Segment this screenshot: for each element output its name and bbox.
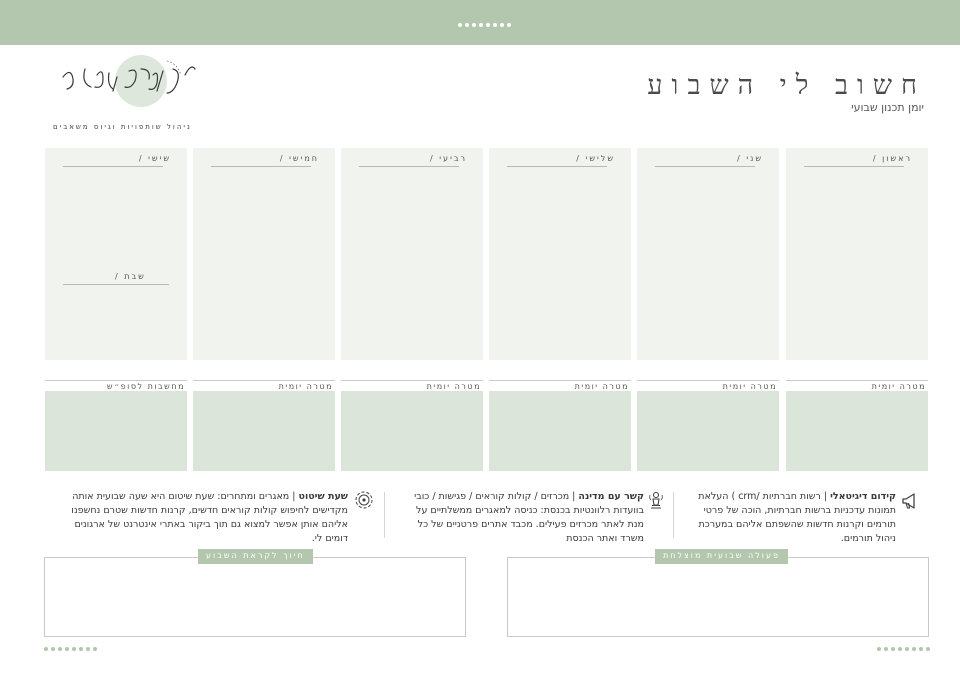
day-label: שישי / [138, 154, 171, 163]
decorative-dots [458, 23, 511, 27]
day-label: שני / [737, 154, 763, 163]
weekly-success-box[interactable] [507, 557, 929, 637]
info-text: | מאגרים ומתחרים: שעת שיטום היא שעה שבועית אותה מקדישים לחיפוש קולות קוראים חדשים, קרנות חדשות שטרם נחשפנו אליהם אותן אפשר למצוא גם תוך ביקור באתרי אינטרנט של ארגונים דומים לי. [71, 491, 348, 544]
decorative-dots [877, 647, 930, 651]
day-column-friday[interactable] [45, 148, 187, 360]
info-text: | רשות חברתיות /crm ) העלאת תמונות עדכניות ברשות חברתיות, הוכה של פרטי תורמים וקרנות חדשות שהשפתם אליהם במערכת ניהול תורמים. [698, 491, 896, 544]
info-title: שעת שיטוט [298, 491, 348, 502]
chess-piece-icon [648, 491, 664, 511]
day-label: חמישי / [279, 154, 319, 163]
day-label: שלישי / [576, 154, 615, 163]
day-column-sunday[interactable] [786, 148, 928, 360]
daily-goal-thursday[interactable] [193, 380, 335, 471]
goal-header [786, 380, 928, 391]
daily-goal-sunday[interactable] [786, 380, 928, 471]
date-line [63, 166, 163, 167]
goal-box[interactable] [637, 391, 779, 471]
day-column-tuesday[interactable] [489, 148, 631, 360]
info-digital-promotion [684, 490, 896, 546]
logo [45, 55, 205, 135]
goal-label: מטרה יומית [722, 382, 777, 391]
goal-header [45, 380, 187, 391]
weekend-thoughts[interactable] [45, 380, 187, 471]
goal-box[interactable] [489, 391, 631, 471]
decorative-dots [44, 647, 97, 651]
divider [673, 492, 674, 538]
info-government-relations [398, 490, 644, 546]
goal-label: מטרה יומית [278, 382, 333, 391]
goal-box[interactable] [341, 391, 483, 471]
goal-box[interactable] [45, 391, 187, 471]
day-label: ראשון / [872, 154, 912, 163]
goal-header [637, 380, 779, 391]
day-column-thursday[interactable] [193, 148, 335, 360]
weekly-smile-label: חיוך לקראת השבוע [198, 549, 313, 564]
date-line [804, 166, 904, 167]
date-line [211, 166, 311, 167]
date-line [359, 166, 459, 167]
logo-tagline: ניהול שותפויות וגיוס משאבים [53, 123, 192, 131]
daily-goal-monday[interactable] [637, 380, 779, 471]
goal-header [341, 380, 483, 391]
logo-script-icon [45, 55, 205, 117]
info-title: קידום דיגיטאלי [830, 491, 896, 502]
info-title: קשר עם מדינה [578, 491, 644, 502]
info-browsing-hour [58, 490, 348, 546]
page-subtitle: יומן תכנון שבועי [851, 101, 924, 114]
day-column-monday[interactable] [637, 148, 779, 360]
saturday-line [63, 284, 169, 285]
saturday-label: שבת / [115, 272, 146, 281]
goal-label: מחשבות לסופ״ש [106, 382, 185, 391]
goal-header [193, 380, 335, 391]
divider [384, 492, 385, 538]
target-icon [354, 490, 374, 510]
day-label: רביעי / [430, 154, 467, 163]
goal-label: מטרה יומית [871, 382, 926, 391]
date-line [507, 166, 607, 167]
page-title: חשוב לי השבוע [647, 70, 926, 101]
goal-label: מטרה יומית [574, 382, 629, 391]
goal-box[interactable] [786, 391, 928, 471]
weekly-success-label: פעולה שבועית מוצלחת [655, 549, 788, 564]
info-text: | מכרזים / קולות קוראים / פגישות / כובי בוועדות רלוונטיות בכנסת: כניסה למאגרים ממשלתיים על מנת לאתר מכרזים פעילים. מכבד אתרים פרטניים של כל משרד ואתר הכנסת [414, 491, 644, 544]
goal-label: מטרה יומית [426, 382, 481, 391]
daily-goal-tuesday[interactable] [489, 380, 631, 471]
daily-goal-wednesday[interactable] [341, 380, 483, 471]
megaphone-icon [900, 492, 920, 510]
goal-header [489, 380, 631, 391]
day-column-wednesday[interactable] [341, 148, 483, 360]
top-bar [0, 0, 960, 45]
date-line [655, 166, 755, 167]
weekly-smile-box[interactable] [44, 557, 466, 637]
goal-box[interactable] [193, 391, 335, 471]
